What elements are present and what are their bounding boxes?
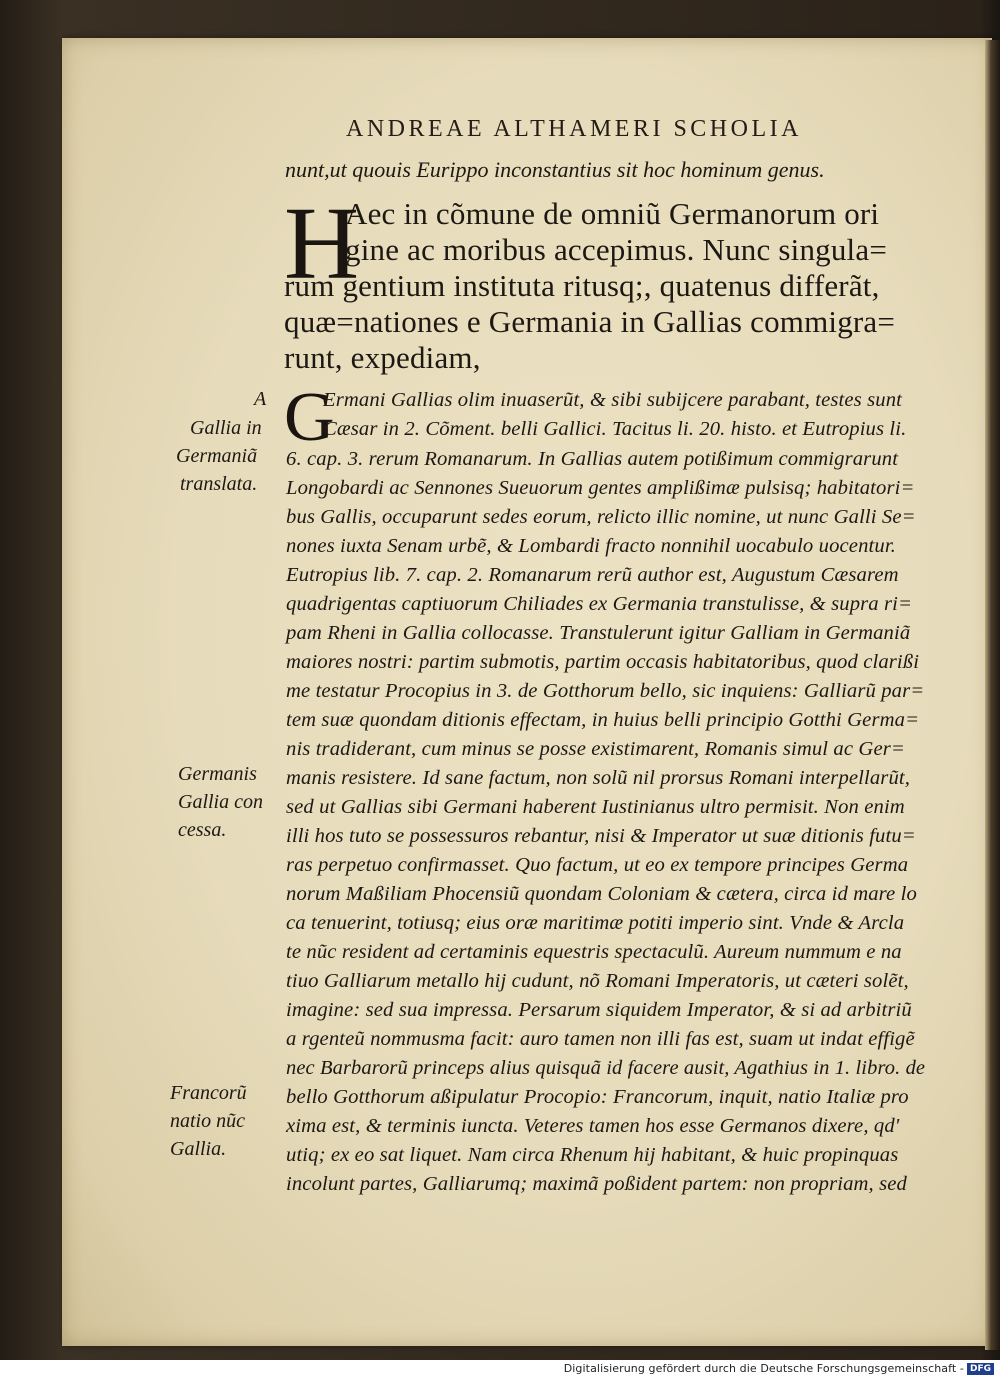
page-edge bbox=[985, 40, 1000, 1350]
heading-line: quæ=nationes e Germania in Gallias commigra= bbox=[284, 304, 896, 339]
body-line: imagine: sed sua impressa. Persarum siquidem Imperator, & si ad arbitriũ bbox=[286, 1000, 912, 1021]
heading-line: rum gentium instituta ritusq;, quatenus differãt, bbox=[284, 268, 880, 303]
body-line: nones iuxta Senam urbẽ, & Lombardi fracto nonnihil uocabulo uocentur. bbox=[286, 536, 896, 557]
heading-line: runt, expediam, bbox=[284, 340, 481, 375]
body-line: bello Gotthorum aßipulatur Procopio: Francorum, inquit, natio Italiæ pro bbox=[286, 1087, 909, 1108]
margin-note-line: Gallia. bbox=[170, 1138, 227, 1160]
body-line: a rgenteũ nommusma facit: auro tamen non illi fas est, suam ut indat effigẽ bbox=[286, 1029, 915, 1050]
body-line: pam Rheni in Gallia collocasse. Transtulerunt igitur Galliam in Germaniã bbox=[286, 623, 911, 644]
body-line: quadrigentas captiuorum Chiliades ex Germania transtulisse, & supra ri= bbox=[286, 594, 913, 615]
body-line: Eutropius lib. 7. cap. 2. Romanarum rerũ author est, Augustum Cæsarem bbox=[286, 565, 899, 586]
body-line: norum Maßiliam Phocensiũ quondam Coloniam & cætera, circa id mare lo bbox=[286, 884, 917, 905]
running-head: ANDREAE ALTHAMERI SCHOLIA bbox=[346, 116, 802, 142]
heading-drop-cap: H bbox=[284, 186, 360, 301]
body-line: manis resistere. Id sane factum, non solũ nil prorsus Romani interpellarũt, bbox=[286, 768, 911, 789]
body-line: nec Barbarorũ princeps alius quisquã id facere ausit, Agathius in 1. libro. de bbox=[286, 1058, 926, 1079]
footer-credit: Digitalisierung gefördert durch die Deutsche Forschungsgemeinschaft - bbox=[563, 1362, 964, 1375]
body-line: nis tradiderant, cum minus se posse existimarent, Romanis simul ac Ger= bbox=[286, 739, 905, 760]
margin-note-line: A bbox=[254, 388, 267, 410]
margin-note-line: Gallia con bbox=[178, 791, 263, 813]
margin-note-line: Germaniã bbox=[176, 445, 258, 467]
body-line: me testatur Procopius in 3. de Gotthorum bello, sic inquiens: Galliarũ par= bbox=[286, 681, 925, 702]
continued-line: nunt,ut quouis Eurippo inconstantius sit hoc hominum genus. bbox=[285, 157, 825, 182]
body-line: maiores nostri: partim submotis, partim occasis habitatoribus, quod clarißi bbox=[286, 652, 920, 673]
heading-line: gine ac moribus accepimus. Nunc singula= bbox=[345, 232, 888, 267]
margin-note-line: Francorũ bbox=[170, 1082, 247, 1104]
dfg-logo-icon: DFG bbox=[967, 1363, 994, 1375]
body-line: te nũc resident ad certaminis equestris spectaculũ. Aureum nummum e na bbox=[286, 942, 902, 963]
margin-note-line: natio nũc bbox=[170, 1110, 245, 1132]
margin-note-line: Germanis bbox=[178, 763, 257, 785]
body-line: 6. cap. 3. rerum Romanarum. In Gallias autem potißimum commigrarunt bbox=[286, 449, 899, 470]
body-line: Cæsar in 2. Cõment. belli Gallici. Tacitus li. 20. histo. et Eutropius li. bbox=[323, 419, 907, 440]
margin-note-line: translata. bbox=[180, 473, 258, 495]
body-line: bus Gallis, occuparunt sedes eorum, relicto illic nomine, ut nunc Galli Se= bbox=[286, 507, 916, 528]
body-line: utiq; ex eo sat liquet. Nam circa Rhenum hij habitant, & huic propinquas bbox=[286, 1145, 899, 1166]
margin-note-line: cessa. bbox=[178, 819, 227, 841]
body-line: ras perpetuo confirmasset. Quo factum, ut eo ex tempore principes Germa bbox=[286, 855, 909, 876]
body-line: xima est, & terminis iuncta. Veteres tamen hos esse Germanos dixere, qd' bbox=[286, 1116, 900, 1137]
heading-line: Aec in cõmune de omniũ Germanorum ori bbox=[345, 196, 880, 231]
body-line: illi hos tuto se possessuros rebantur, nisi & Imperator ut suæ ditionis futu= bbox=[286, 826, 916, 847]
body-line: Ermani Gallias olim inuaserũt, & sibi subijcere parabant, testes sunt bbox=[323, 390, 902, 411]
body-line: tem suæ quondam ditionis effectam, in huius belli principio Gotthi Germa= bbox=[286, 710, 920, 731]
body-line: Longobardi ac Sennones Sueuorum gentes amplißimæ pulsisq; habitatori= bbox=[286, 478, 915, 499]
body-drop-cap: G bbox=[284, 379, 335, 456]
body-line: ca tenuerint, totiusq; eius oræ maritimæ potiti imperio sint. Vnde & Arcla bbox=[286, 913, 905, 934]
margin-note-line: Gallia in bbox=[190, 417, 262, 439]
body-line: tiuo Galliarum metallo hij cudunt, nõ Romani Imperatoris, ut cæteri solẽt, bbox=[286, 971, 909, 992]
body-line: incolunt partes, Galliarumq; maximã poßident partem: non propriam, sed bbox=[286, 1174, 907, 1195]
body-line: sed ut Gallias sibi Germani haberent Iustinianus ultro permisit. Non enim bbox=[286, 797, 905, 818]
